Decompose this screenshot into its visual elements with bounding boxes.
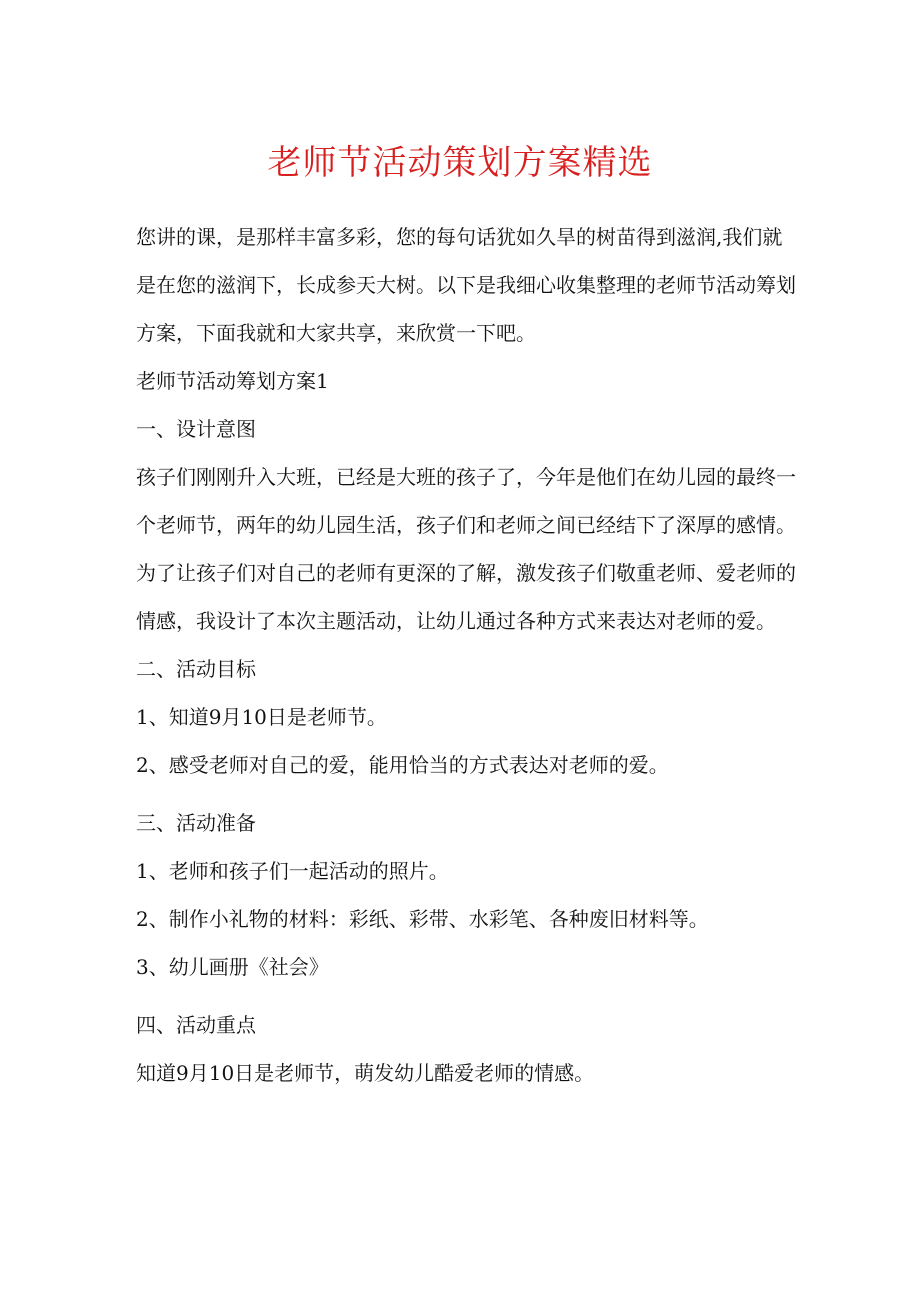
goal-item: 1、知道9月10日是老师节。 [136,705,387,729]
section-heading-activity-focus: 四、活动重点 [136,1013,256,1037]
preparation-item: 3、幼儿画册《社会》 [136,955,329,979]
section-heading-design-intent: 一、设计意图 [136,417,256,441]
section-heading-activity-preparation: 三、活动准备 [136,811,256,835]
preparation-item: 1、老师和孩子们一起活动的照片。 [136,859,449,883]
document-body [136,213,796,1097]
intro-paragraph: 您讲的课，是那样丰富多彩，您的每句话犹如久旱的树苗得到滋润,我们就是在您的滋润下，长成参天大树。以下是我细心收集整理的老师节活动筹划方案，下面我就和大家共享，来欣赏一下吧。 [136,225,796,345]
preparation-item: 2、制作小礼物的材料：彩纸、彩带、水彩笔、各种废旧材料等。 [136,907,709,931]
section-heading-activity-goals: 二、活动目标 [136,657,256,681]
design-intent-paragraph: 孩子们刚刚升入大班，已经是大班的孩子了，今年是他们在幼儿园的最终一个老师节，两年的幼儿园生活，孩子们和老师之间已经结下了深厚的感情。为了让孩子们对自己的老师有更深的了解，激发孩子们敬重老师、爱老师的情感，我设计了本次主题活动，让幼儿通过各种方式来表达对老师的爱。 [136,465,796,633]
document-title: 老师节活动策划方案精选 [267,143,653,183]
goal-item: 2、感受老师对自己的爱，能用恰当的方式表达对老师的爱。 [136,753,669,777]
plan-heading: 老师节活动筹划方案1 [136,369,329,393]
activity-focus-paragraph: 知道9月10日是老师节，萌发幼儿酷爱老师的情感。 [136,1061,595,1085]
